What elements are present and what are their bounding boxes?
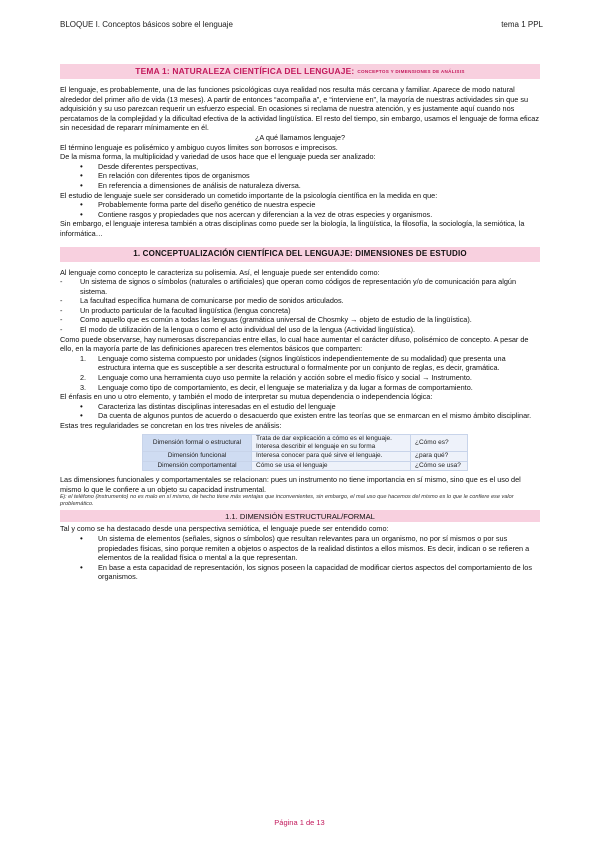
list-item: • En base a esta capacidad de representación, los signos poseen la capacidad de modificar ciertos aspectos del comportamiento de los organismos. xyxy=(60,563,540,582)
page-number-footer: Página 1 de 13 xyxy=(274,818,325,827)
bullet-list-perspectivas xyxy=(60,162,540,191)
bullet-list-semiotica xyxy=(60,534,540,582)
table-cell xyxy=(252,434,411,452)
paragraph-interes: Sin embargo, el lenguaje interesa también a otras disciplinas como puede ser la biología, la lingüística, la filosofía, la sociología, la semiótica, la informática… xyxy=(60,219,525,238)
paragraph-enfasis: El énfasis en uno u otro elemento, y también el modo de interpretar su mutua dependencia o independencia lógica: xyxy=(60,392,433,402)
numbered-list-elementos xyxy=(60,354,540,392)
table-cell: Dimensión funcional xyxy=(143,452,252,461)
table-cell: Interesa conocer para qué sirve el lenguaje. xyxy=(252,452,411,461)
levels-table xyxy=(142,434,468,472)
list-item xyxy=(60,373,540,383)
cell-line: Trata de dar explicación a cómo es el lenguaje. xyxy=(256,434,392,442)
list-item: - Como aquello que es común a todas las lenguas (gramática universal de Chosmky → objeto de estudio de la lingüística). xyxy=(60,315,540,325)
list-item: • Probablemente forma parte del diseño genético de nuestra especie xyxy=(60,200,540,210)
item-text: Lenguaje como sistema compuesto por unidades (signos lingüísticos independientemente de su modalidad) que presenta una estructura interna que es susceptible a ser descrita estructural o formalmente por un conjunto de reglas, es decir, gramática. xyxy=(98,353,506,373)
question-heading: ¿A qué llamamos lenguaje? xyxy=(254,132,346,142)
table-cell: ¿para qué? xyxy=(411,452,468,461)
paragraph-polisemia: Al lenguaje como concepto le caracteriza su polisemia. Así, el lenguaje puede ser entendido como: xyxy=(60,267,380,277)
intro-paragraph: El lenguaje, es probablemente, una de las funciones psicológicas cuya realidad nos resulta más cercana y familiar. Aparece de modo natural alrededor del primer año de vida (13 meses). A partir de entonces “acompaña a”, e “interviene en”, la mayoría de nuestras actividades sin que su adquisición y su uso parezcan requerir un esfuerzo especial. En ocasiones si reclama de nuestra atención, y es justamente aquí cuando nos percatamos de la complejidad y la dificultad efectiva de la actividad lingüística. El resto del tiempo, sin embargo, usamos el lenguaje de forma eficaz sin necesidad de repararr mínimamente en él. xyxy=(60,85,540,133)
table-cell: ¿Cómo es? xyxy=(411,434,468,452)
list-item: - Un producto particular de la facultad lingüística (lengua concreta) xyxy=(60,306,540,316)
section-heading: 1. CONCEPTUALIZACIÓN CIENTÍFICA DEL LENGUAJE: DIMENSIONES DE ESTUDIO xyxy=(133,249,467,259)
paragraph-niveles: Estas tres regularidades se concretan en los tres niveles de análisis: xyxy=(60,421,282,430)
dash-list-definiciones xyxy=(60,277,540,335)
bullet-list-razones xyxy=(60,200,540,219)
item-text: Lenguaje como una herramienta cuyo uso permite la relación y acción sobre el medio físico y social → Instrumento. xyxy=(98,373,472,383)
paragraph-semiotica: Tal y como se ha destacado desde una perspectiva semiótica, el lenguaje puede ser entendido como: xyxy=(60,524,389,534)
running-header-left: BLOQUE I. Conceptos básicos sobre el lenguaje xyxy=(60,20,233,29)
item-number: 2. xyxy=(80,373,87,383)
subsection-heading-bar xyxy=(60,510,540,522)
paragraph-estudio: El estudio de lenguaje suele ser considerado un cometido importante de la psicología científica en la medida en que: xyxy=(60,190,438,200)
list-item: - La facultad específica humana de comunicarse por medio de sonidos articulados. xyxy=(60,296,540,306)
running-header-right: tema 1 PPL xyxy=(501,20,543,29)
table-cell: Dimensión comportamental xyxy=(143,461,252,470)
list-item: • Contiene rasgos y propiedades que nos acercan y diferencian a la vez de otras especies y organismos. xyxy=(60,210,540,220)
subsection-heading: 1.1. DIMENSIÓN ESTRUCTURAL/FORMAL xyxy=(225,511,375,521)
paragraph-relacionan: Las dimensiones funcionales y comportamentales se relacionan: pues un instrumento no tiene importancia en sí mismo, sino que es el uso del mismo lo que le confiere a un objeto su capacidad instrumental. xyxy=(60,475,521,494)
list-item: • En referencia a dimensiones de análisis de naturaleza diversa. xyxy=(60,181,540,191)
page-body xyxy=(60,64,540,582)
table-row xyxy=(143,461,468,470)
table-cell: Cómo se usa el lenguaje xyxy=(252,461,411,470)
list-item: • En relación con diferentes tipos de organismos xyxy=(60,171,540,181)
paragraph-multiplicidad: De la misma forma, la multiplicidad y variedad de usos hace que el lenguaje pueda ser analizado: xyxy=(60,152,376,162)
list-item: • Un sistema de elementos (señales, signos o símbolos) que resultan relevantes para un organismo, no por sí mismos o por sus propiedades físicas, sino porque remiten a objetos o aspectos de la realidad distintos a ellos mismos. Es decir, indican o se refieren a elementos de la realidad física o mental a la que representan. xyxy=(60,534,540,563)
list-item xyxy=(60,383,540,393)
table-row xyxy=(143,434,468,452)
paragraph-polisemico: El término lenguaje es polisémico y ambiguo cuyos límites son borrosos e imprecisos. xyxy=(60,142,338,152)
table-row xyxy=(143,452,468,461)
item-number: 3. xyxy=(80,382,87,392)
list-item: • Desde diferentes perspectivas, xyxy=(60,162,540,172)
bullet-list-enfasis xyxy=(60,402,540,421)
item-number: 1. xyxy=(80,353,87,363)
list-item: - Un sistema de signos o símbolos (naturales o artificiales) que operan como códigos de representación y/o de comunicación para algún sistema. xyxy=(60,277,540,296)
list-item xyxy=(60,354,540,373)
section-heading-bar xyxy=(60,247,540,262)
cell-line: Interesa describir el lenguaje en su forma xyxy=(256,443,376,450)
item-text: Lenguaje como tipo de comportamiento, es decir, el lenguaje se materializa y da lugar a formas de comportamiento. xyxy=(98,382,473,392)
list-item: • Caracteriza las distintas disciplinas interesadas en el estudio del lenguaje xyxy=(60,402,540,412)
table-cell: ¿Cómo se usa? xyxy=(411,461,468,470)
list-item: - El modo de utilización de la lengua o como el acto individual del uso de la lengua (Actividad lingüística). xyxy=(60,325,540,335)
paragraph-discrepancias: Como puede observarse, hay numerosas discrepancias entre ellas, lo cual hace aumentar el carácter difuso, polisémico de concepto. A pesar de ello, en la mayoría parte de las definiciones aparecen tres elementos básicos que comparten: xyxy=(60,334,529,354)
chapter-title-bar xyxy=(60,64,540,79)
table-cell: Dimensión formal o estructural xyxy=(143,434,252,452)
example-note: Ej: el teléfono (instrumento) no es malo en sí mismo, de hecho tiene más ventajas que inconvenientes, sin embargo, el mal uso que hacemos del mismo es lo que le confiere ese valor problemático. xyxy=(60,494,514,508)
chapter-title: TEMA 1: NATURALEZA CIENTÍFICA DEL LENGUAJE: xyxy=(135,65,355,76)
chapter-subtitle: CONCEPTOS Y DIMENSIONES DE ANÁLISIS xyxy=(357,68,465,74)
list-item: • Da cuenta de algunos puntos de acuerdo o desacuerdo que existen entre las teorías que se enmarcan en el mismo ámbito disciplinar. xyxy=(60,411,540,421)
